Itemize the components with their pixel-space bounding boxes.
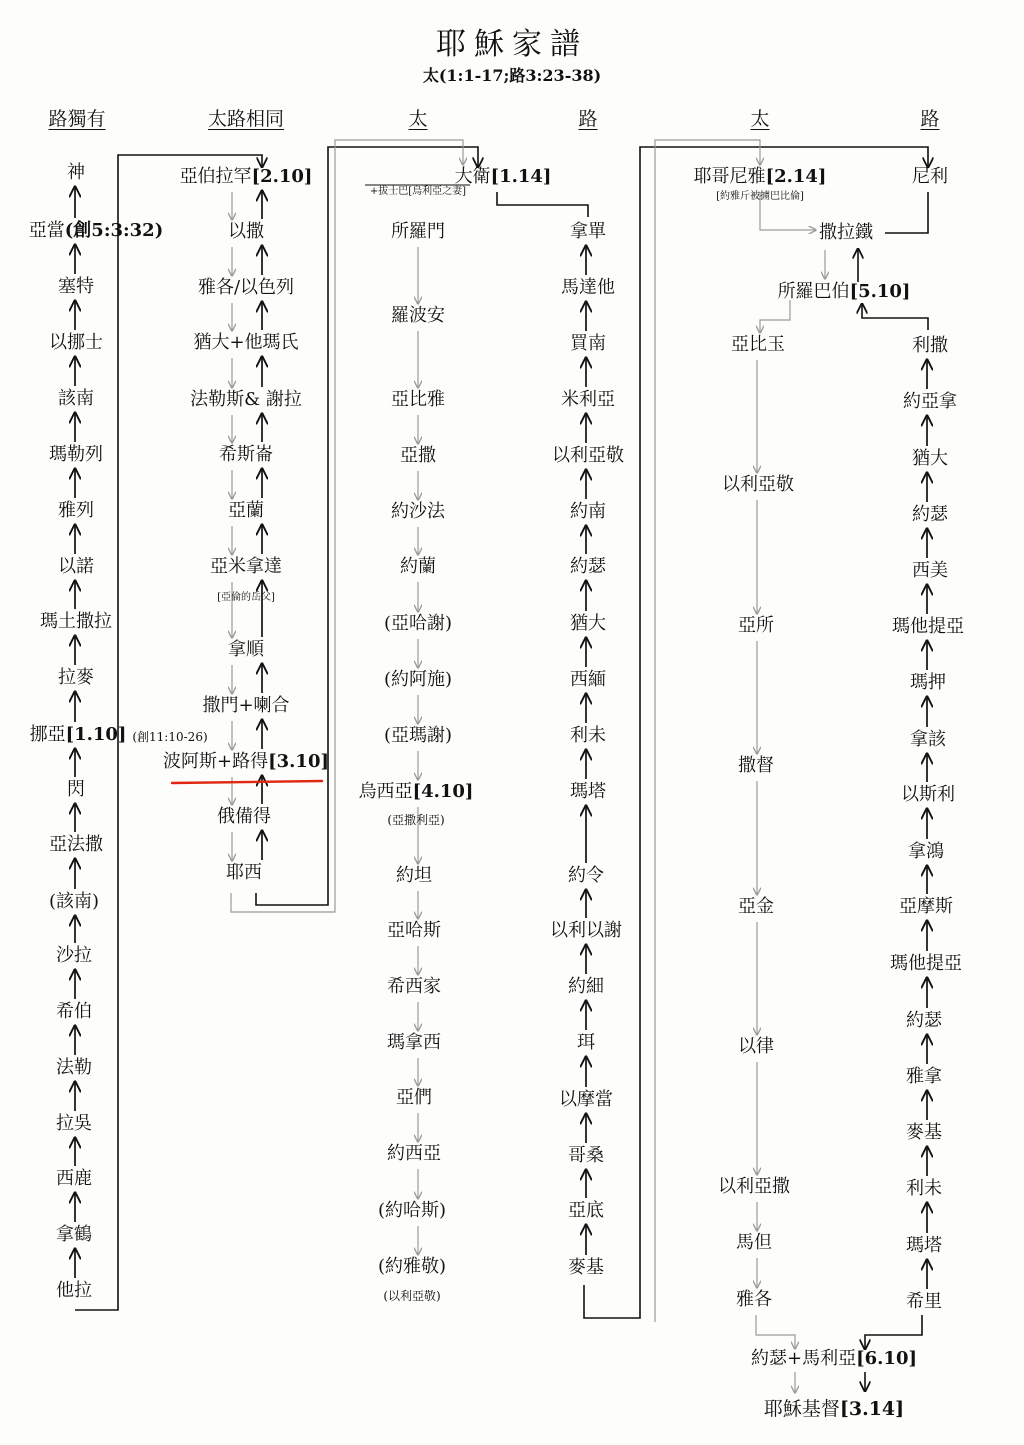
name-zerubbabel: 所羅巴伯[5.10]	[777, 281, 911, 302]
name-amminadab: 亞米拿達	[210, 556, 282, 577]
name-amaziah: (亞瑪謝)	[383, 725, 453, 746]
name-zadok: 撒督	[738, 755, 774, 776]
name-joash: (約阿施)	[383, 669, 453, 690]
name-joda: 猶大	[912, 448, 948, 469]
name-eliezer: 以利以謝	[550, 920, 622, 941]
name-heli: 希里	[906, 1291, 942, 1312]
name-reu: 拉吳	[56, 1113, 92, 1134]
name-adam: 亞當(創5:3:32)	[28, 220, 164, 241]
name-jacob-m: 雅各	[736, 1289, 772, 1310]
name-melea: 米利亞	[561, 389, 615, 410]
name-jacob: 雅各/以色列	[197, 277, 295, 298]
connector-melchi-neri	[584, 147, 928, 1318]
name-maath: 瑪押	[910, 672, 946, 693]
name-jotham: 約坦	[396, 865, 432, 886]
name-abijah: 亞比雅	[391, 389, 445, 410]
name-azor: 亞所	[738, 615, 774, 636]
name-joram: 約蘭	[400, 556, 436, 577]
name-eliakim: 以利亞敬	[552, 445, 624, 466]
name-hezekiah: 希西家	[387, 976, 441, 997]
name-kenan: 該南	[58, 388, 94, 409]
name-matthan: 馬但	[736, 1232, 772, 1253]
name-amos: 亞摩斯	[899, 896, 953, 917]
name-addi: 亞底	[568, 1200, 604, 1221]
name-matthat-2: 瑪塔	[906, 1235, 942, 1256]
name-judah-l: 猶大	[570, 613, 606, 634]
name-melchi-2: 麥基	[906, 1122, 942, 1143]
name-boaz-ruth: 波阿斯+路得[3.10]	[163, 751, 329, 772]
header-luke-2: 路	[920, 108, 940, 130]
name-eliud: 以律	[738, 1036, 774, 1057]
name-god: 神	[67, 162, 85, 183]
name-jehoahaz: (約哈斯)	[377, 1200, 447, 1221]
header-common: 太路相同	[207, 108, 285, 130]
connector-heli-joseph	[865, 1315, 922, 1348]
name-nahor: 拿鶴	[56, 1224, 92, 1245]
name-perez-zerah: 法勒斯& 謝拉	[190, 389, 302, 410]
name-isaac: 以撒	[228, 221, 264, 242]
name-uzziah: 烏西亞[4.10]	[358, 781, 474, 802]
name-josiah: 約西亞	[387, 1143, 441, 1164]
name-lamech: 拉麥	[58, 667, 94, 688]
name-joseph-mary: 約瑟+馬利亞[6.10]	[751, 1348, 917, 1369]
name-jeconiah: 耶哥尼雅[2.14]	[693, 166, 827, 187]
name-eber: 希伯	[56, 1001, 92, 1022]
name-eleazar: 以利亞撒	[718, 1176, 790, 1197]
header-matthew-2: 太	[750, 108, 770, 130]
name-mattathias-2: 瑪他提亞	[890, 953, 962, 974]
name-jehoiakim: (約雅敬)	[377, 1256, 447, 1277]
name-cosam: 哥桑	[568, 1145, 604, 1166]
name-jorim: 約令	[568, 865, 604, 886]
name-nahum: 拿鴻	[908, 841, 944, 862]
name-rehoboam: 羅波安	[391, 305, 445, 326]
name-rhesa: 利撒	[912, 335, 948, 356]
connector-rhesa-zerubbabel	[862, 305, 928, 330]
name-ahaz: 亞哈斯	[387, 920, 441, 941]
name-enoch: 以諾	[58, 556, 94, 577]
name-eliakim-m: 以利亞敬	[722, 474, 794, 495]
name-jonam: 約南	[570, 501, 606, 522]
name-semein: 西美	[912, 560, 948, 581]
note-jehoiakim: (以利亞敬)	[383, 1289, 441, 1303]
name-jesse: 耶西	[226, 862, 262, 883]
header-matthew-1: 太	[408, 108, 428, 130]
name-josech: 約瑟	[912, 504, 948, 525]
note-noah: (創11:10-26)	[132, 730, 208, 744]
page-title: 耶穌家譜	[436, 27, 588, 62]
name-manasseh: 瑪拿西	[387, 1032, 441, 1053]
note-david: +拔士巴[烏利亞之妻]	[369, 186, 467, 197]
name-asa: 亞撒	[400, 445, 436, 466]
name-matthat: 瑪塔	[570, 781, 606, 802]
connector-neri-shealtiel	[885, 192, 928, 233]
red-underline	[172, 781, 322, 783]
name-peleg: 法勒	[56, 1057, 92, 1078]
header-luke-1: 路	[578, 108, 598, 130]
name-esli: 以斯利	[901, 784, 955, 805]
name-solomon: 所羅門	[391, 221, 445, 242]
name-achim: 亞金	[738, 896, 774, 917]
name-naggai: 拿該	[910, 729, 946, 750]
name-ram: 亞蘭	[228, 500, 264, 521]
name-hezron: 希斯崙	[219, 444, 273, 465]
note-amminadab: [亞倫的岳父]	[217, 592, 275, 603]
name-shelah: 沙拉	[56, 945, 92, 966]
connector-david-nathan	[497, 192, 588, 217]
name-mahalalel: 瑪勒列	[49, 444, 103, 465]
name-cainan: (該南)	[48, 891, 100, 912]
name-abraham: 亞伯拉罕[2.10]	[179, 166, 313, 187]
header-luke-only: 路獨有	[48, 108, 106, 130]
name-nahshon: 拿順	[228, 639, 264, 660]
name-arphaxad: 亞法撒	[49, 834, 103, 855]
name-jared: 雅列	[58, 500, 94, 521]
name-joseph-l: 約瑟	[570, 556, 606, 577]
name-melchi: 麥基	[568, 1257, 604, 1278]
note-jeconiah: [約雅斤被擄巴比倫]	[716, 191, 804, 202]
name-enosh: 以挪士	[49, 332, 103, 353]
name-david: 大衛[1.14]	[454, 166, 552, 187]
name-joseph-l2: 約瑟	[906, 1010, 942, 1031]
name-jehoshaphat: 約沙法	[391, 501, 445, 522]
name-obed: 俄備得	[217, 806, 271, 827]
name-salmon-rahab: 撒門+喇合	[202, 695, 290, 716]
name-nathan: 拿單	[570, 221, 606, 242]
name-joshua: 約細	[568, 976, 604, 997]
note-uzziah: (亞撒利亞)	[387, 813, 445, 827]
name-neri: 尼利	[912, 166, 948, 187]
name-seth: 塞特	[58, 276, 94, 297]
name-terah: 他拉	[56, 1280, 92, 1301]
name-methuselah: 瑪土撒拉	[40, 611, 112, 632]
name-menna: 買南	[570, 333, 606, 354]
name-shem: 閃	[67, 779, 85, 800]
name-mattatha: 馬達他	[561, 277, 615, 298]
name-jannai: 雅拿	[906, 1066, 942, 1087]
name-noah: 挪亞[1.10]	[29, 724, 127, 745]
name-mattathias-1: 瑪他提亞	[892, 616, 964, 637]
name-simeon: 西緬	[570, 669, 606, 690]
name-ahaziah: (亞哈謝)	[383, 613, 453, 634]
name-serug: 西鹿	[56, 1168, 92, 1189]
name-levi: 利未	[570, 725, 606, 746]
page-subtitle: 太(1:1-17;路3:23-38)	[422, 66, 602, 85]
name-abiud: 亞比玉	[731, 334, 785, 355]
name-judah-tamar: 猶大+他瑪氏	[193, 332, 299, 353]
name-shealtiel: 撒拉鐵	[819, 222, 873, 243]
name-er: 珥	[577, 1032, 595, 1053]
name-elmadam: 以摩當	[559, 1089, 613, 1110]
name-jesus-christ: 耶穌基督[3.14]	[763, 1398, 905, 1420]
name-levi-2: 利未	[906, 1178, 942, 1199]
name-amon: 亞們	[396, 1087, 432, 1108]
name-joanan: 約亞拿	[903, 391, 957, 412]
